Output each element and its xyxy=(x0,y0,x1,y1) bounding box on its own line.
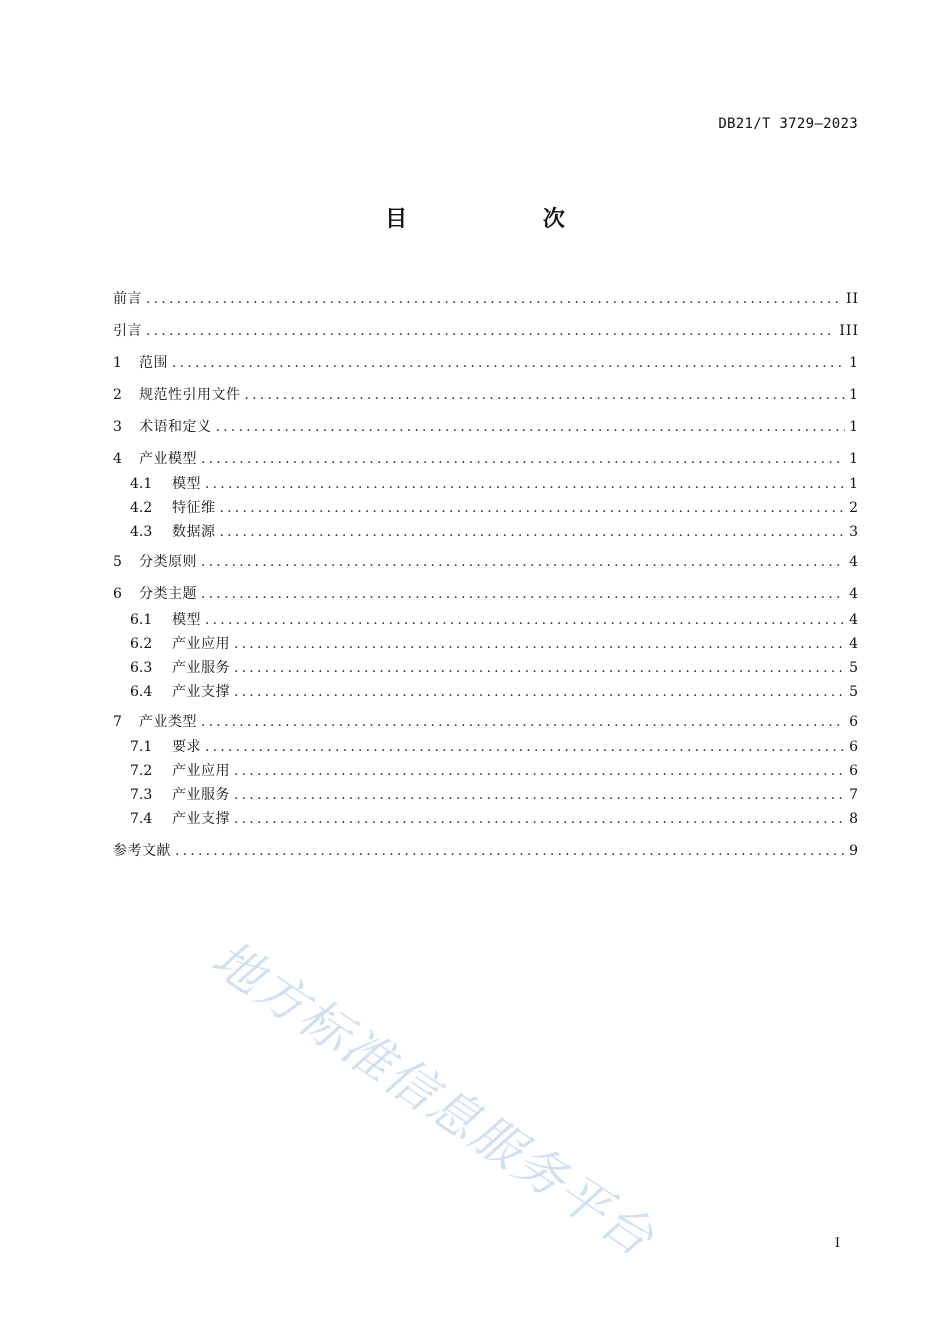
toc-entry-number: 5 xyxy=(113,554,122,570)
toc-entry-number: 6.3 xyxy=(130,660,153,676)
toc-leader-dots xyxy=(205,736,845,758)
toc-entry-number: 6.4 xyxy=(130,684,153,700)
toc-entry-page: 1 xyxy=(849,476,859,492)
toc-entry[interactable] xyxy=(130,609,859,631)
toc-entry-page: II xyxy=(845,291,859,307)
toc-entry-label: 数据源 xyxy=(172,524,216,540)
toc-entry-page: 8 xyxy=(849,811,859,827)
toc-entry[interactable] xyxy=(113,416,859,438)
toc-leader-dots xyxy=(146,320,835,342)
toc-entry-label: 特征维 xyxy=(172,500,216,516)
toc-entry-number: 7.1 xyxy=(130,739,153,755)
toc-entry-label: 产业应用 xyxy=(172,636,230,652)
toc-leader-dots xyxy=(245,384,846,406)
toc-entry-page: III xyxy=(839,323,859,339)
toc-entry-page: 7 xyxy=(849,787,859,803)
toc-entry-page: 5 xyxy=(849,684,859,700)
toc-entry-number: 4 xyxy=(113,451,122,467)
toc-leader-dots xyxy=(216,416,846,438)
toc-entry-page: 6 xyxy=(849,763,859,779)
toc-entry-label: 产业应用 xyxy=(172,763,230,779)
toc-entry-number: 1 xyxy=(113,355,122,371)
toc-entry-number: 6.1 xyxy=(130,612,153,628)
toc-leader-dots xyxy=(201,551,845,573)
toc-entry[interactable] xyxy=(113,352,859,374)
toc-leader-dots xyxy=(172,352,845,374)
toc-entry-label: 分类主题 xyxy=(139,586,197,602)
toc-entry-page: 1 xyxy=(849,387,859,403)
toc-entry-page: 1 xyxy=(849,419,859,435)
toc-leader-dots xyxy=(205,473,845,495)
toc-entry-page: 2 xyxy=(849,500,859,516)
toc-entry-number: 6.2 xyxy=(130,636,153,652)
toc-entry[interactable] xyxy=(130,633,859,655)
toc-leader-dots xyxy=(220,521,846,543)
toc-entry[interactable] xyxy=(130,808,859,830)
toc-entry-page: 4 xyxy=(849,554,859,570)
toc-leader-dots xyxy=(201,583,845,605)
toc-leader-dots xyxy=(234,633,845,655)
toc-leader-dots xyxy=(201,711,845,733)
toc-entry-page: 5 xyxy=(849,660,859,676)
toc-entry[interactable] xyxy=(113,551,859,573)
toc-entry-label: 产业支撑 xyxy=(172,811,230,827)
toc-entry-page: 3 xyxy=(849,524,859,540)
toc-entry-label: 参考文献 xyxy=(113,843,171,859)
toc-entry[interactable] xyxy=(130,657,859,679)
toc-entry-label: 模型 xyxy=(172,612,201,628)
toc-leader-dots xyxy=(205,609,845,631)
toc-leader-dots xyxy=(234,657,845,679)
toc-entry-page: 9 xyxy=(849,843,859,859)
toc-entry[interactable] xyxy=(113,583,859,605)
toc-entry-label: 分类原则 xyxy=(139,554,197,570)
toc-entry-label: 产业模型 xyxy=(139,451,197,467)
toc-leader-dots xyxy=(234,784,845,806)
toc-entry-page: 4 xyxy=(849,586,859,602)
toc-entry-page: 4 xyxy=(849,612,859,628)
document-code: DB21/T 3729—2023 xyxy=(718,116,858,132)
toc-leader-dots xyxy=(220,497,846,519)
toc-entry[interactable] xyxy=(130,736,859,758)
toc-entry[interactable] xyxy=(130,521,859,543)
toc-entry-number: 6 xyxy=(113,586,122,602)
toc-entry-label: 前言 xyxy=(113,291,142,307)
toc-entry-number: 2 xyxy=(113,387,122,403)
toc-entry[interactable] xyxy=(113,288,859,310)
toc-entry-number: 7 xyxy=(113,714,122,730)
watermark: 地方标准信息服务平台 xyxy=(201,929,665,1268)
toc-entry-label: 引言 xyxy=(113,323,142,339)
toc-leader-dots xyxy=(234,760,845,782)
toc-entry-page: 6 xyxy=(849,714,859,730)
toc-entry-label: 模型 xyxy=(172,476,201,492)
toc-entry[interactable] xyxy=(113,320,859,342)
toc-leader-dots xyxy=(175,840,845,862)
toc-entry-label: 术语和定义 xyxy=(139,419,212,435)
toc-entry-page: 1 xyxy=(849,355,859,371)
toc-entry[interactable] xyxy=(130,760,859,782)
toc-entry[interactable] xyxy=(113,711,859,733)
toc-entry-page: 4 xyxy=(849,636,859,652)
toc-entry[interactable] xyxy=(113,448,859,470)
toc-entry[interactable] xyxy=(113,840,859,862)
toc-entry[interactable] xyxy=(130,497,859,519)
toc-leader-dots xyxy=(201,448,845,470)
toc-entry-number: 4.1 xyxy=(130,476,153,492)
toc-entry-number: 7.2 xyxy=(130,763,153,779)
toc-entry-label: 规范性引用文件 xyxy=(139,387,241,403)
toc-entry-number: 4.2 xyxy=(130,500,153,516)
toc-entry[interactable] xyxy=(130,473,859,495)
toc-entry-label: 产业类型 xyxy=(139,714,197,730)
toc-entry-label: 产业服务 xyxy=(172,787,230,803)
toc-leader-dots xyxy=(234,808,845,830)
toc-entry-number: 3 xyxy=(113,419,122,435)
toc-entry[interactable] xyxy=(130,784,859,806)
toc-entry[interactable] xyxy=(113,384,859,406)
toc-leader-dots xyxy=(146,288,842,310)
footer-page-number: I xyxy=(834,1236,840,1251)
toc-entry-number: 4.3 xyxy=(130,524,153,540)
toc-leader-dots xyxy=(234,681,845,703)
toc-entry-page: 1 xyxy=(849,451,859,467)
toc-entry[interactable] xyxy=(130,681,859,703)
toc-entry-label: 要求 xyxy=(172,739,201,755)
toc-entry-label: 范围 xyxy=(139,355,168,371)
toc-title: 目 次 xyxy=(385,207,629,232)
toc-entry-label: 产业支撑 xyxy=(172,684,230,700)
toc-entry-number: 7.4 xyxy=(130,811,153,827)
toc-entry-page: 6 xyxy=(849,739,859,755)
toc-entry-label: 产业服务 xyxy=(172,660,230,676)
toc-entry-number: 7.3 xyxy=(130,787,153,803)
